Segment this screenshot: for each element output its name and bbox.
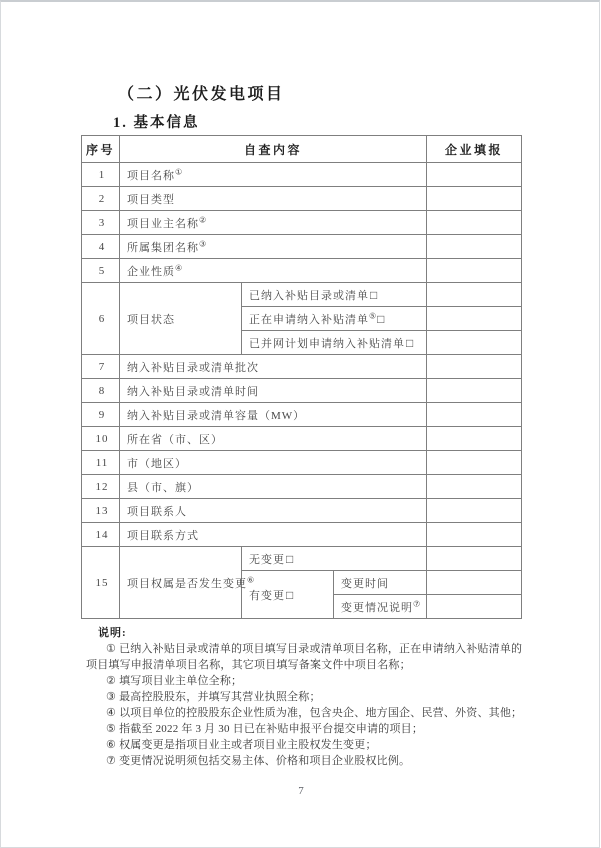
row-number: 10: [82, 427, 120, 451]
footnote-ref: ②: [199, 214, 207, 224]
table-row-project-status: [82, 283, 522, 307]
page-number: 7: [298, 785, 304, 797]
note-line: [86, 657, 526, 673]
table-row: [82, 403, 522, 427]
row-label: 企业性质④: [120, 259, 427, 283]
note-line: [86, 689, 526, 705]
table-row: [82, 235, 522, 259]
fill-cell: [427, 451, 522, 475]
row-label: 纳入补贴目录或清单容量（MW）: [120, 403, 427, 427]
note-text: 项目填写申报清单项目名称，其它项目填写备案文件中项目名称；: [86, 659, 411, 671]
note-marker: ③: [106, 691, 117, 703]
fill-cell: [427, 403, 522, 427]
checkbox-glyph: □: [286, 551, 294, 566]
row-number: 11: [82, 451, 120, 475]
row-number: 15: [82, 547, 120, 619]
note-line: [86, 721, 526, 737]
row-label: 项目权属是否发生变更⑥: [120, 547, 242, 619]
row-label: 纳入补贴目录或清单批次: [120, 355, 427, 379]
row-label: 项目类型: [120, 187, 427, 211]
row-number: 6: [82, 283, 120, 355]
table-row: [82, 523, 522, 547]
row-number: 5: [82, 259, 120, 283]
note-marker: ⑥: [106, 739, 117, 751]
fill-cell: [427, 547, 522, 571]
checkbox-glyph: □: [370, 287, 378, 302]
table-row: [82, 211, 522, 235]
row-number: 13: [82, 499, 120, 523]
fill-cell: [427, 355, 522, 379]
footnote-ref: ④: [175, 262, 183, 272]
status-option: 已纳入补贴目录或清单□: [242, 283, 427, 307]
no-change-option: 无变更□: [242, 547, 427, 571]
note-line: [86, 753, 526, 769]
status-option: 正在申请纳入补贴清单⑤□: [242, 307, 427, 331]
fill-cell: [427, 163, 522, 187]
row-number: 4: [82, 235, 120, 259]
note-text: 以项目单位的控股股东企业性质为准，包含央企、地方国企、民营、外资、其他；: [119, 707, 523, 719]
fill-cell: [427, 571, 522, 595]
row-label: 县（市、旗）: [120, 475, 427, 499]
footnote-ref: ⑤: [369, 310, 377, 320]
row-number: 14: [82, 523, 120, 547]
row-label: 项目状态: [120, 283, 242, 355]
table-row: [82, 451, 522, 475]
row-label: 纳入补贴目录或清单时间: [120, 379, 427, 403]
row-label: 项目联系方式: [120, 523, 427, 547]
note-marker: ④: [106, 707, 117, 719]
has-change-option: 有变更□: [242, 571, 334, 619]
fill-cell: [427, 307, 522, 331]
note-text: 权属变更是指项目业主或者项目业主股权发生变更；: [119, 739, 377, 751]
row-number: 7: [82, 355, 120, 379]
row-label: 市（地区）: [120, 451, 427, 475]
notes-section: [86, 625, 526, 769]
fill-cell: [427, 211, 522, 235]
checkbox-glyph: □: [286, 587, 294, 602]
fill-cell: [427, 427, 522, 451]
fill-cell: [427, 523, 522, 547]
table-row: [82, 475, 522, 499]
fill-cell: [427, 379, 522, 403]
table-row-ownership-change: [82, 547, 522, 571]
note-text: 变更情况说明须包括交易主体、价格和项目企业股权比例。: [119, 755, 411, 767]
table-row: [82, 499, 522, 523]
fill-cell: [427, 331, 522, 355]
fill-cell: [427, 235, 522, 259]
note-line: [86, 705, 526, 721]
row-label: 项目业主名称②: [120, 211, 427, 235]
row-label: 项目联系人: [120, 499, 427, 523]
row-number: 9: [82, 403, 120, 427]
status-option: 已并网计划申请纳入补贴清单□: [242, 331, 427, 355]
note-text: 指截至 2022 年 3 月 30 日已在补贴申报平台提交申请的项目；: [119, 723, 424, 735]
basic-info-table: [81, 135, 522, 619]
row-number: 8: [82, 379, 120, 403]
checkbox-glyph: □: [377, 311, 385, 326]
notes-label: 说明:: [98, 627, 127, 639]
row-label: 项目名称①: [120, 163, 427, 187]
note-text: 最高控股股东，并填写其营业执照全称；: [119, 691, 321, 703]
note-marker: ①: [106, 643, 117, 655]
note-marker: ⑦: [106, 755, 117, 767]
note-line: [86, 673, 526, 689]
footnote-ref: ⑦: [413, 598, 421, 608]
section-title: （二）光伏发电项目: [118, 86, 285, 103]
row-number: 1: [82, 163, 120, 187]
fill-cell: [427, 259, 522, 283]
row-number: 12: [82, 475, 120, 499]
table-row: [82, 259, 522, 283]
fill-cell: [427, 499, 522, 523]
footnote-ref: ③: [199, 238, 207, 248]
header-cell-content: 自查内容: [120, 136, 427, 163]
header-cell-fill: 企业填报: [427, 136, 522, 163]
note-line: [86, 737, 526, 753]
row-number: 3: [82, 211, 120, 235]
note-line: [86, 641, 526, 657]
fill-cell: [427, 475, 522, 499]
note-text: 已纳入补贴目录或清单的项目填写目录或清单项目名称，正在申请纳入补贴清单的: [119, 643, 523, 655]
note-marker: ②: [106, 675, 117, 687]
row-label: 所属集团名称③: [120, 235, 427, 259]
table-row: [82, 187, 522, 211]
table-row: [82, 355, 522, 379]
table-header-row: [82, 136, 522, 163]
subsection-title: 1. 基本信息: [113, 115, 200, 131]
footnote-ref: ①: [175, 166, 183, 176]
note-text: 填写项目业主单位全称；: [119, 675, 243, 687]
table-row: [82, 427, 522, 451]
fill-cell: [427, 595, 522, 619]
table-row: [82, 379, 522, 403]
change-desc-label: 变更情况说明⑦: [334, 595, 427, 619]
change-time-label: 变更时间: [334, 571, 427, 595]
fill-cell: [427, 187, 522, 211]
fill-cell: [427, 283, 522, 307]
row-label: 所在省（市、区）: [120, 427, 427, 451]
header-cell-no: 序号: [82, 136, 120, 163]
row-number: 2: [82, 187, 120, 211]
table-row: [82, 163, 522, 187]
footnote-ref: ⑥: [247, 574, 255, 584]
checkbox-glyph: □: [406, 335, 414, 350]
note-marker: ⑤: [106, 723, 117, 735]
